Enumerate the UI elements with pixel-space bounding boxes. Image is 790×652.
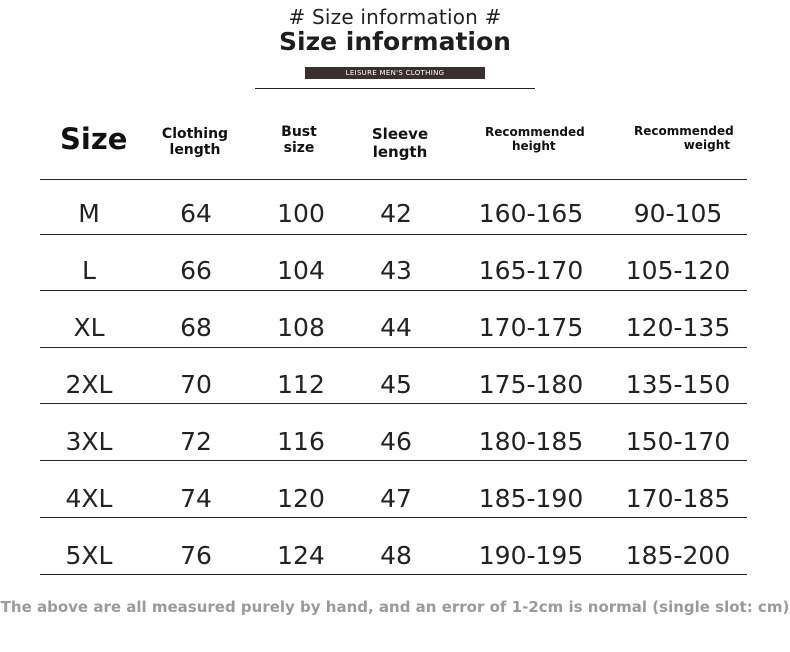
cell-sleeve-length: 43 (380, 256, 412, 285)
cell-clothing-length: 72 (180, 427, 212, 456)
column-header-sleeve-length (360, 125, 440, 161)
cell-bust-size: 100 (277, 199, 325, 228)
cell-recommended-height: 160-165 (478, 199, 584, 228)
cell-sleeve-length: 46 (380, 427, 412, 456)
column-header-clothing-length-line1: Clothing (161, 126, 229, 142)
row-divider (40, 234, 747, 235)
cell-size: 2XL (65, 370, 113, 399)
title-divider (255, 88, 535, 89)
cell-bust-size: 120 (277, 484, 325, 513)
cell-recommended-weight: 90-105 (633, 199, 723, 228)
cell-recommended-weight: 135-150 (625, 370, 731, 399)
cell-recommended-weight: 185-200 (625, 541, 731, 570)
column-header-recommended-weight-line2: weight (683, 138, 730, 152)
column-header-size: Size (60, 122, 128, 156)
cell-sleeve-length: 48 (380, 541, 412, 570)
column-header-clothing-length (155, 126, 235, 158)
row-divider (40, 517, 747, 518)
cell-size: M (78, 199, 100, 228)
cell-sleeve-length: 42 (380, 199, 412, 228)
cell-recommended-height: 185-190 (478, 484, 584, 513)
cell-bust-size: 108 (277, 313, 325, 342)
cell-bust-size: 112 (277, 370, 325, 399)
cell-recommended-height: 170-175 (478, 313, 584, 342)
cell-bust-size: 116 (277, 427, 325, 456)
cell-recommended-height: 175-180 (478, 370, 584, 399)
header-divider (40, 179, 747, 180)
row-divider (40, 347, 747, 348)
cell-clothing-length: 76 (180, 541, 212, 570)
page-subtitle: # Size information # (288, 5, 502, 29)
cell-size: 3XL (65, 427, 113, 456)
cell-size: XL (73, 313, 105, 342)
cell-recommended-weight: 105-120 (625, 256, 731, 285)
cell-bust-size: 104 (277, 256, 325, 285)
column-header-bust-size (264, 124, 334, 156)
cell-recommended-height: 165-170 (478, 256, 584, 285)
table-bottom-divider (40, 574, 747, 575)
cell-sleeve-length: 44 (380, 313, 412, 342)
cell-recommended-weight: 120-135 (625, 313, 731, 342)
column-header-bust-size-line2: size (283, 140, 315, 156)
column-header-recommended-height (485, 125, 585, 153)
cell-clothing-length: 68 (180, 313, 212, 342)
column-header-sleeve-length-line2: length (372, 143, 428, 161)
cell-clothing-length: 66 (180, 256, 212, 285)
column-header-clothing-length-line2: length (169, 142, 221, 158)
column-header-recommended-height-line1: Recommended (485, 125, 585, 139)
cell-clothing-length: 64 (180, 199, 212, 228)
column-header-recommended-height-line2: height (512, 139, 556, 153)
cell-clothing-length: 70 (180, 370, 212, 399)
cell-sleeve-length: 47 (380, 484, 412, 513)
cell-size: 5XL (65, 541, 113, 570)
row-divider (40, 460, 747, 461)
cell-sleeve-length: 45 (380, 370, 412, 399)
cell-recommended-weight: 170-185 (625, 484, 731, 513)
row-divider (40, 290, 747, 291)
measurement-note: The above are all measured purely by hand, and an error of 1-2cm is normal (single slot: cm) (0, 598, 790, 616)
cell-size: L (82, 256, 96, 285)
brand-tag: LEISURE MEN'S CLOTHING (305, 67, 485, 79)
column-header-recommended-weight (634, 124, 734, 152)
cell-clothing-length: 74 (180, 484, 212, 513)
cell-recommended-height: 180-185 (478, 427, 584, 456)
cell-recommended-weight: 150-170 (625, 427, 731, 456)
column-header-bust-size-line1: Bust (281, 124, 317, 140)
page-title: Size information (279, 27, 511, 56)
row-divider (40, 403, 747, 404)
cell-size: 4XL (65, 484, 113, 513)
column-header-recommended-weight-line1: Recommended (634, 124, 734, 138)
cell-recommended-height: 190-195 (478, 541, 584, 570)
column-header-sleeve-length-line1: Sleeve (371, 125, 429, 143)
cell-bust-size: 124 (277, 541, 325, 570)
